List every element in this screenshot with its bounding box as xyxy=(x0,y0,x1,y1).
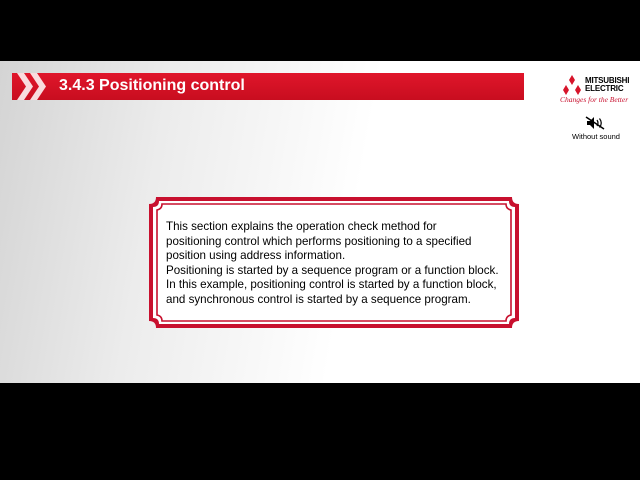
tagline: Changes for the Better xyxy=(560,95,629,104)
three-diamonds-icon xyxy=(560,75,584,95)
brand-line1: MITSUBISHI xyxy=(585,76,630,85)
body-line: Positioning is started by a sequence program or a function block. xyxy=(166,263,499,277)
body-line: and synchronous control is started by a sequence program. xyxy=(166,292,471,306)
body-line: position using address information. xyxy=(166,249,346,263)
sound-toggle[interactable] xyxy=(566,116,626,146)
mitsubishi-logo xyxy=(558,75,638,105)
body-text xyxy=(166,220,516,308)
brand-line2: ELECTRIC xyxy=(585,84,624,93)
title-bar xyxy=(12,73,524,100)
chevron-right-icon xyxy=(30,73,46,100)
body-line: positioning control which performs positioning to a specified xyxy=(166,234,472,248)
body-line: In this example, positioning control is started by a function block, xyxy=(166,278,497,292)
body-line: This section explains the operation check method for xyxy=(166,220,437,233)
slide xyxy=(0,61,640,383)
speaker-muted-icon xyxy=(585,116,607,130)
content-frame xyxy=(146,194,522,331)
page-title: 3.4.3 Positioning control xyxy=(59,77,245,94)
sound-label: Without sound xyxy=(572,132,620,141)
